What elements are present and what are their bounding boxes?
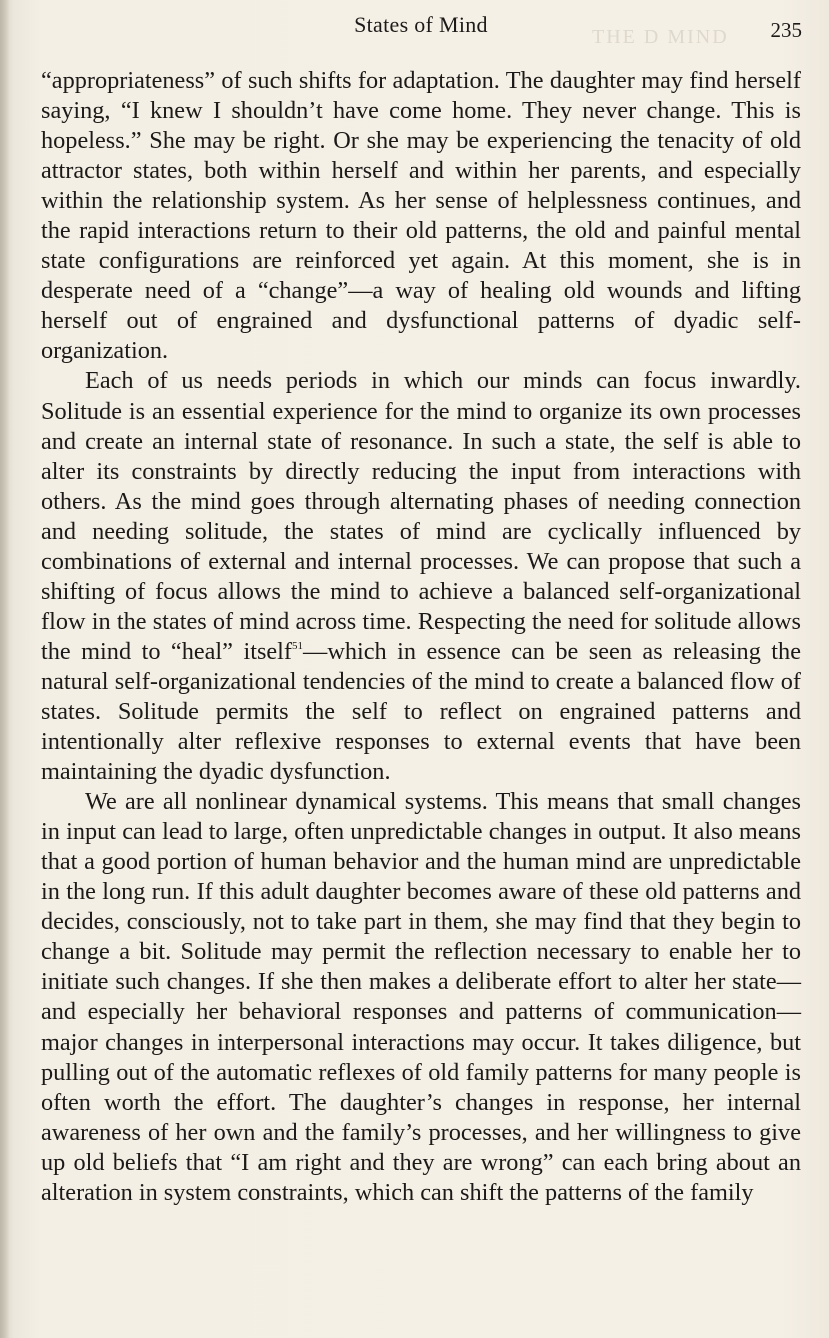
footnote-reference: 51: [292, 639, 304, 652]
page-number: 235: [770, 18, 802, 42]
page-header: [40, 12, 802, 48]
binding-shadow: [0, 0, 10, 1338]
paragraph-2-after-note: —which in essence can be seen as releasing the natural self-organizational tendencies of the mind to create a balanced flow of states. Solitude permits the self to reflect on engrained patterns and intentionally alter reflexive responses to external events that have been maintaining the dyadic dysfunction.: [41, 637, 801, 786]
paragraph-1: “appropriateness” of such shifts for adaptation. The daughter may find herself saying, “I knew I shouldn’t have come home. They never change. This is hopeless.” She may be right. Or she may be experiencing the tenacity of old attractor states, both within herself and within her parents, and especially within the relationship system. As her sense of helplessness continues, and the rapid interactions return to their old patterns, the old and painful mental state configurations are reinforced yet again. At this moment, she is in desperate need of a “change”—a way of healing old wounds and lifting herself out of engrained and dysfunctional patterns of dyadic self-organization.: [41, 67, 801, 365]
running-head: States of Mind: [354, 12, 488, 37]
bleed-through-text: THE D MIND: [592, 26, 729, 48]
paragraph-2-before-note: Each of us needs periods in which our minds can focus inwardly. Solitude is an essential experience for the mind to organize its own processes and create an internal state of resonance. In such a state, the self is able to alter its constraints by directly reducing the input from interactions with others. As the mind goes through alternating phases of needing connection and needing solitude, the states of mind are cyclically influenced by combinations of external and internal processes. We can propose that such a shifting of focus allows the mind to achieve a balanced self-organizational flow in the states of mind across time. Respecting the need for solitude allows the mind to “heal” itself: [41, 367, 801, 665]
paragraph-2: [41, 366, 801, 787]
body-text: [41, 66, 801, 1208]
paragraph-3: We are all nonlinear dynamical systems. This means that small changes in input can lead to large, often unpredictable changes in output. It also means that a good portion of human behavior and the human mind are unpredictable in the long run. If this adult daughter becomes aware of these old patterns and decides, consciously, not to take part in them, she may find that they begin to change a bit. Solitude may permit the reflection necessary to enable her to initiate such changes. If she then makes a deliberate effort to alter her state—and especially her behavioral responses and patterns of communication—major changes in interpersonal interactions may occur. It takes diligence, but pulling out of the automatic reflexes of old family patterns for many people is often worth the effort. The daughter’s changes in response, her internal awareness of her own and the family’s processes, and her willingness to give up old beliefs that “I am right and they are wrong” can each bring about an alteration in system constraints, which can shift the patterns of the family: [41, 788, 801, 1206]
